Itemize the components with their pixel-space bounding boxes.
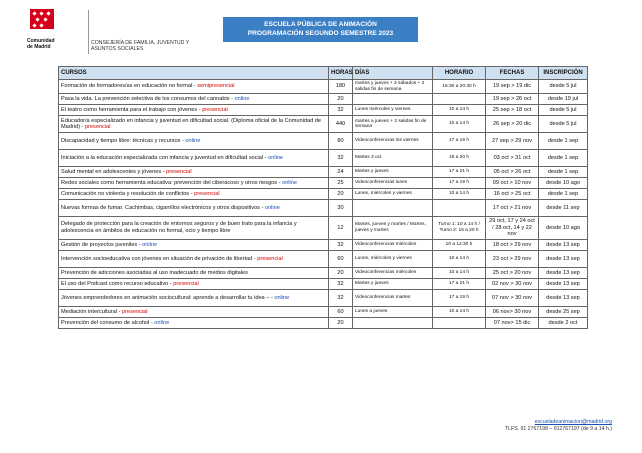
dates-cell: 05 oct > 26 oct: [486, 167, 539, 178]
col-horas: HORAS: [329, 67, 353, 80]
course-title: El teatro como herramienta para el trabajo con jóvenes: [61, 106, 198, 113]
hours-cell: 20: [329, 317, 353, 328]
col-fechas: FECHAS: [486, 67, 539, 80]
hours-cell: 32: [329, 150, 353, 167]
course-modality: online: [268, 154, 284, 161]
logo-divider: [88, 10, 89, 54]
hours-cell: 60: [329, 306, 353, 317]
schedule-cell: 10 a 14 h: [433, 250, 486, 267]
schedule-cell: 16:30 a 20:30 h: [433, 80, 486, 94]
course-name-cell: El uso del Podcast como recurso educativo - presencial: [59, 278, 329, 289]
enrollment-cell: desde 1 sep: [539, 150, 588, 167]
table-row: [59, 317, 588, 328]
table-row: [59, 250, 588, 267]
table-row: [59, 167, 588, 178]
days-cell: martes y jueves + 3 sábados + 2 salidas fin de semana: [353, 80, 433, 94]
course-name-cell: Redes sociales como herramienta educativa: prevención del ciberacoso y otros riesgos - online: [59, 178, 329, 189]
course-title: Gestión de proyectos juveniles: [61, 241, 138, 248]
course-name-cell: Pasa la vida. La prevención selectiva de los consumos del cannabis - online: [59, 94, 329, 105]
col-dias: DÍAS: [353, 67, 433, 80]
table-row: [59, 278, 588, 289]
schedule-cell: 10 a 14 h: [433, 105, 486, 116]
dates-cell: 06 nov> 30 nov: [486, 306, 539, 317]
schedule-cell: 17 a 19 h: [433, 178, 486, 189]
dates-cell: 29 oct, 17 y 24 oct / 28 oct, 14 y 22 nov: [486, 217, 539, 240]
schedule-cell: 10 a 12:30 h: [433, 239, 486, 250]
hours-cell: 440: [329, 116, 353, 133]
course-name-cell: [59, 267, 329, 278]
course-modality: online: [142, 241, 158, 248]
hours-cell: 20: [329, 94, 353, 105]
course-title: Formación de formadores/as en educación no formal: [61, 83, 193, 90]
schedule-cell: 17 a 21 h: [433, 278, 486, 289]
course-modality: online: [185, 137, 201, 144]
hours-cell: 32: [329, 289, 353, 306]
hours-cell: 32: [329, 239, 353, 250]
course-modality: semipresencial: [197, 83, 235, 90]
schedule-cell: 17 a 21 h: [433, 167, 486, 178]
course-name-cell: Comunicación no violenta y resolución de conflictos - presencial: [59, 189, 329, 200]
course-modality: online: [154, 319, 170, 326]
days-cell: Videoconferencias martes: [353, 289, 433, 306]
table-row: [59, 116, 588, 133]
course-table: [58, 66, 588, 329]
dates-cell: 26 sep > 20 dic: [486, 116, 539, 133]
table-row: [59, 200, 588, 217]
enrollment-cell: desde 13 sep: [539, 289, 588, 306]
days-cell: Lunes, miércoles y viernes: [353, 189, 433, 200]
days-cell: Videoconferencias miércoles: [353, 267, 433, 278]
course-title: Prevención del consumo de alcohol: [61, 319, 150, 326]
schedule-cell: 17 a 19 h: [433, 289, 486, 306]
title-banner: [223, 17, 418, 42]
footer: [505, 419, 612, 433]
banner-subtitle: PROGRAMACIÓN SEGUNDO SEMESTRE 2023: [247, 30, 394, 37]
days-cell: Martes 3 oct: [353, 150, 433, 167]
course-title: Redes sociales como herramienta educativa: prevención del ciberacoso y otros riesgos: [61, 179, 278, 186]
course-name-cell: Mediación intercultural - presencial: [59, 306, 329, 317]
enrollment-cell: desde 5 jul: [539, 105, 588, 116]
table-row: [59, 306, 588, 317]
course-name-cell: Jóvenes emprendedores en animación sociocultural: aprende a desarrollar tu idea – - online: [59, 289, 329, 306]
course-name-cell: Gestión de proyectos juveniles - online: [59, 239, 329, 250]
course-title: Delegado de protección para la creación de entornos seguros y de buen trato para la infancia y adolescencia en ámbitos de educación no formal, ocio y tiempo libre: [61, 221, 297, 235]
hours-cell: 30: [329, 200, 353, 217]
dates-cell: 09 oct > 10 nov: [486, 178, 539, 189]
course-modality: online: [282, 179, 298, 186]
enrollment-cell: desde 13 sep: [539, 267, 588, 278]
course-modality: online: [264, 204, 280, 211]
schedule-cell: 10 a 14 h: [433, 267, 486, 278]
dates-cell: 02 nov > 30 nov: [486, 278, 539, 289]
dates-cell: 25 oct > 20 nov: [486, 267, 539, 278]
table-row: [59, 239, 588, 250]
course-modality: presencial: [84, 124, 111, 131]
course-title: Mediación intercultural: [61, 308, 117, 315]
course-name-cell: Intervención socioeducativa con jóvenes en situación de privación de libertad - presencial: [59, 250, 329, 267]
col-inscripcion: INSCRIPCIÓN: [539, 67, 588, 80]
dates-cell: 18 oct > 29 nov: [486, 239, 539, 250]
course-name-cell: El teatro como herramienta para el trabajo con jóvenes - presencial: [59, 105, 329, 116]
schedule-cell: Turno 1: 10 a 14 h / Turno 2: 16 a 20 h: [433, 217, 486, 240]
table-header-row: [59, 67, 588, 80]
course-title: Comunicación no violenta y resolución de conflictos: [61, 190, 190, 197]
enrollment-cell: desde 1 sep: [539, 133, 588, 150]
org-name: Comunidad de Madrid: [27, 38, 55, 50]
days-cell: [353, 200, 433, 217]
enrollment-cell: desde 1 sep: [539, 189, 588, 200]
course-title: El uso del Podcast como recurso educativo: [61, 280, 169, 287]
days-cell: [353, 317, 433, 328]
hours-cell: 32: [329, 105, 353, 116]
table-row: [59, 289, 588, 306]
days-cell: Lunes miércoles y viernes: [353, 105, 433, 116]
course-modality: presencial: [166, 168, 192, 175]
banner-title: ESCUELA PÚBLICA DE ANIMACIÓN: [264, 21, 377, 28]
hours-cell: 12: [329, 217, 353, 240]
course-title: Intervención socioeducativa con jóvenes en situación de privación de libertad: [61, 255, 253, 262]
hours-cell: 80: [329, 133, 353, 150]
course-title: Jóvenes emprendedores en animación sociocultural: aprende a desarrollar tu idea –: [61, 294, 270, 301]
dates-cell: 25 sep > 18 oct: [486, 105, 539, 116]
course-name-cell: Iniciación a la educación especializada con infancia y juventud en dificultad social - online: [59, 150, 329, 167]
course-title: Pasa la vida. La prevención selectiva de los consumos del cannabis: [61, 95, 230, 102]
table-row: [59, 178, 588, 189]
table-row: [59, 105, 588, 116]
schedule-cell: 17 a 19 h: [433, 133, 486, 150]
days-cell: Martes y jueves: [353, 167, 433, 178]
dates-cell: 07 nov> 15 dic: [486, 317, 539, 328]
enrollment-cell: desde 10 ago: [539, 217, 588, 240]
course-title: Iniciación a la educación especializada con infancia y juventud en dificultad social: [61, 154, 264, 161]
course-name-cell: [59, 217, 329, 240]
enrollment-cell: desde 11 sep: [539, 200, 588, 217]
dates-cell: 07 nov > 30 nov: [486, 289, 539, 306]
madrid-stars-logo-icon: [30, 9, 54, 29]
schedule-cell: [433, 317, 486, 328]
course-name-cell: Nuevas formas de fumar. Cachimbas, cigarrillos electrónicos y otros dispositivos - online: [59, 200, 329, 217]
schedule-cell: 18 a 20 h: [433, 150, 486, 167]
table-row: [59, 133, 588, 150]
course-modality: presencial: [194, 190, 220, 197]
enrollment-cell: desde 2 oct: [539, 317, 588, 328]
course-title: Salud mental en adolescentes y jóvenes: [61, 168, 162, 175]
days-cell: Lunes, miércoles y viernes: [353, 250, 433, 267]
dates-cell: 23 oct > 29 nov: [486, 250, 539, 267]
table-row: [59, 150, 588, 167]
enrollment-cell: desde 19 jul: [539, 94, 588, 105]
days-cell: Martes y jueves: [353, 278, 433, 289]
hours-cell: 32: [329, 278, 353, 289]
schedule-cell: 10 a 14 h: [433, 189, 486, 200]
course-title: Prevención de adicciones asociadas al uso inadecuado de medios digitales: [61, 269, 248, 276]
dates-cell: 16 oct > 25 oct: [486, 189, 539, 200]
course-modality: presencial: [173, 280, 199, 287]
days-cell: Martes, jueves y martes / Martes, jueves y martes: [353, 217, 433, 240]
days-cell: Videoconferencias lunes: [353, 178, 433, 189]
course-name-cell: Discapacidad y tiempo libre: técnicas y recursos - online: [59, 133, 329, 150]
enrollment-cell: desde 5 jul: [539, 80, 588, 94]
days-cell: Videoconferencias los viernes: [353, 133, 433, 150]
enrollment-cell: desde 13 sep: [539, 278, 588, 289]
course-modality: online: [234, 95, 250, 102]
dates-cell: 19 sep > 19 dic: [486, 80, 539, 94]
course-title: Educador/a especializado en infancia y juventud en dificultad social. (Diploma oficial de la Comunidad de Madrid): [61, 117, 321, 131]
hours-cell: 25: [329, 178, 353, 189]
table-row: [59, 94, 588, 105]
department-name: CONSEJERÍA DE FAMILIA, JUVENTUD Y ASUNTOS SOCIALES: [91, 40, 190, 52]
hours-cell: 20: [329, 267, 353, 278]
course-modality: presencial: [121, 308, 148, 315]
dates-cell: 03 oct > 31 oct: [486, 150, 539, 167]
course-modality: presencial: [202, 106, 228, 113]
enrollment-cell: desde 13 sep: [539, 250, 588, 267]
enrollment-cell: desde 1 sep: [539, 167, 588, 178]
enrollment-cell: desde 10 ago: [539, 178, 588, 189]
days-cell: Videoconferencias miércoles: [353, 239, 433, 250]
contact-email-link[interactable]: escueladeanimacion@madrid.org: [534, 419, 612, 425]
dates-cell: 27 sep > 29 nov: [486, 133, 539, 150]
table-row: [59, 267, 588, 278]
dates-cell: 19 sep > 26 oct: [486, 94, 539, 105]
dates-cell: 17 oct > 21 nov: [486, 200, 539, 217]
col-cursos: CURSOS: [59, 67, 329, 80]
course-title: Nuevas formas de fumar. Cachimbas, cigarrillos electrónicos y otros dispositivos: [61, 204, 260, 211]
course-name-cell: Prevención del consumo de alcohol - online: [59, 317, 329, 328]
days-cell: [353, 94, 433, 105]
days-cell: Lunes a jueves: [353, 306, 433, 317]
course-title: Discapacidad y tiempo libre: técnicas y recursos: [61, 137, 181, 144]
schedule-cell: 10 a 14 h: [433, 306, 486, 317]
table-row: [59, 80, 588, 94]
days-cell: martes a jueves + 2 salidas fin de semana: [353, 116, 433, 133]
course-name-cell: Formación de formadores/as en educación no formal - semipresencial: [59, 80, 329, 94]
course-modality: online: [274, 294, 290, 301]
table-row: [59, 189, 588, 200]
enrollment-cell: desde 25 sep: [539, 306, 588, 317]
col-horario: HORARIO: [433, 67, 486, 80]
schedule-cell: [433, 94, 486, 105]
table-row: [59, 217, 588, 240]
enrollment-cell: desde 5 jul: [539, 116, 588, 133]
contact-phone: TLFS. 91 2767198 – 912767197 (de 9 a 14 h.): [504, 426, 612, 432]
enrollment-cell: desde 13 sep: [539, 239, 588, 250]
hours-cell: 20: [329, 189, 353, 200]
hours-cell: 60: [329, 250, 353, 267]
course-modality: presencial: [257, 255, 283, 262]
hours-cell: 180: [329, 80, 353, 94]
hours-cell: 24: [329, 167, 353, 178]
course-name-cell: Educador/a especializado en infancia y juventud en dificultad social. (Diploma oficial de la Comunidad de Madrid) - presencial: [59, 116, 329, 133]
schedule-cell: 10 a 14 h: [433, 116, 486, 133]
course-name-cell: Salud mental en adolescentes y jóvenes - presencial: [59, 167, 329, 178]
schedule-cell: [433, 200, 486, 217]
